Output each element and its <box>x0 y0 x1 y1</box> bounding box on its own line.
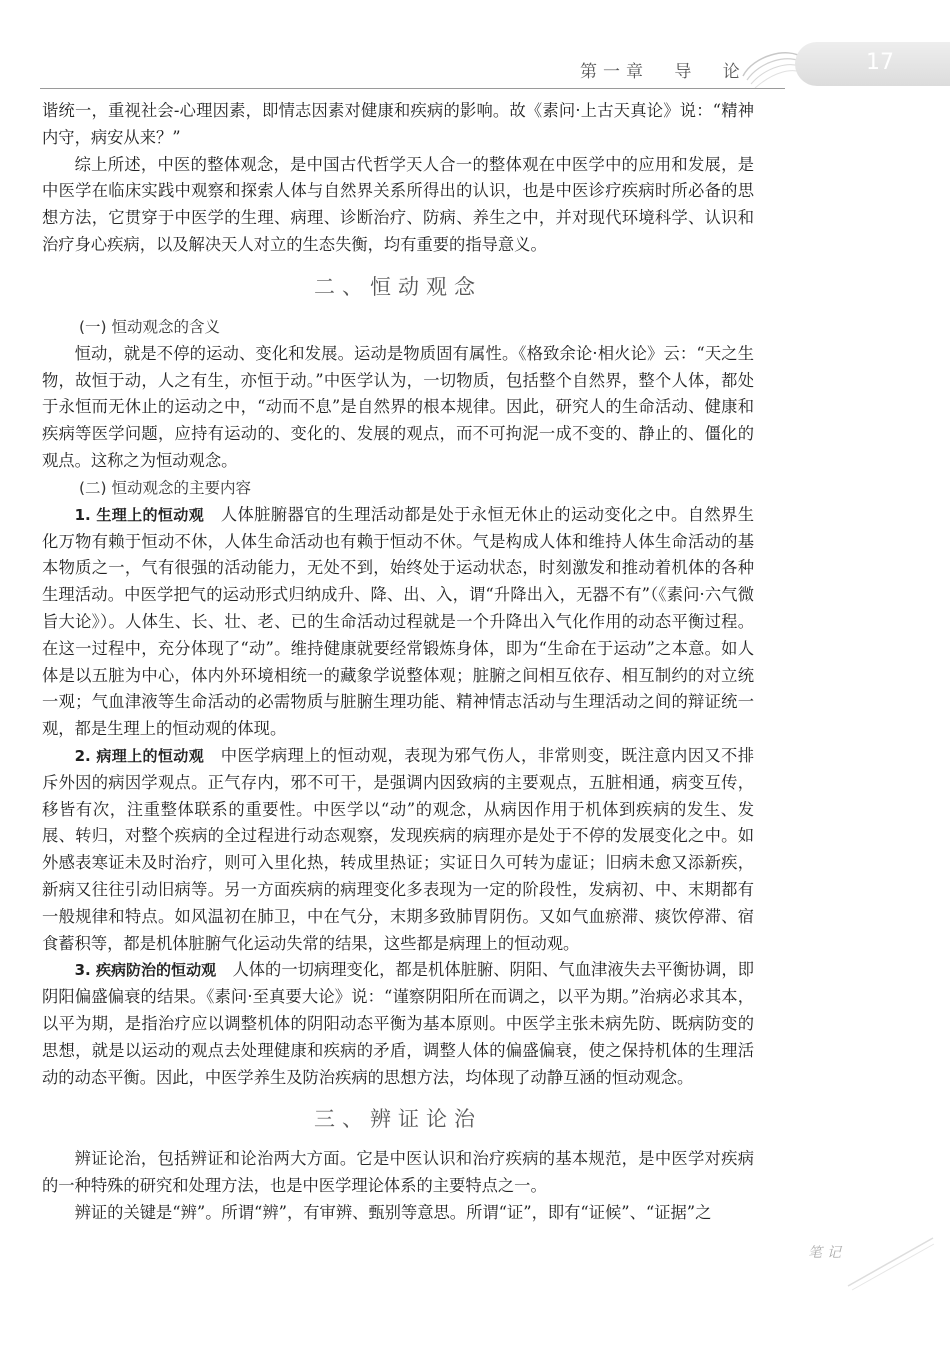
paragraph: 综上所述，中医的整体观念，是中国古代哲学天人合一的整体观在中医学中的应用和发展，是中医学在临床实践中观察和探索人体与自然界关系所得出的认识，也是中医诊疗疾病时所必备的思想方法，它贯穿于中医学的生理、病理、诊断治疗、防病、养生之中，并对现代环境科学、认识和治疗身心疾病，以及解决天人对立的生态失衡，均有重要的指导意义。 <box>42 154 754 254</box>
item-lead: 3. 疾病防治的恒动观 <box>74 961 217 980</box>
chapter-title: 第一章 导 论 <box>580 62 746 82</box>
pen-stroke-icon <box>808 1236 938 1296</box>
subsection-heading: (二) 恒动观念的主要内容 <box>79 478 252 497</box>
header-divider <box>40 88 785 89</box>
notes-margin <box>808 1236 938 1296</box>
list-item <box>42 502 754 743</box>
item-text: 人体脏腑器官的生理活动都是处于永恒无休止的运动变化之中。自然界生化万物有赖于恒动不休，人体生命活动也有赖于恒动不休。气是构成人体和维持人体生命活动的基本物质之一，气有很强的活动能力，无处不到，始终处于运动状态，时刻激发和推动着机体的各种生理活动。中医学把气的运动形式归纳成升、降、出、入，谓“升降出入，无器不有”（《素问·六气微旨大论》）。人体生、长、壮、老、已的生命活动过程就是一个升降出入气化作用的动态平衡过程。在这一过程中，充分体现了“动”。维持健康就要经常锻炼身体，即为“生命在于运动”之本意。如人体是以五脏为中心，体内外环境相统一的藏象学说整体观；脏腑之间相互依存、相互制约的对立统一观；气血津液等生命活动的必需物质与脏腑生理功能、精神情志活动与生理活动之间的辩证统一观，都是生理上的恒动观的体现。 <box>42 504 754 739</box>
item-lead: 1. 生理上的恒动观 <box>74 505 205 524</box>
list-item <box>42 957 754 1091</box>
item-text: 人体的一切病理变化，都是机体脏腑、阴阳、气血津液失去平衡协调，即阴阳偏盛偏衰的结果。《素问·至真要大论》说：“谨察阴阳所在而调之，以平为期。”治病必求其本，以平为期，是指治疗应以调整机体的阴阳动态平衡为基本原则。中医学主张未病先防、既病防变的思想，就是以运动的观点去处理健康和疾病的矛盾，调整人体的偏盛偏衰，使之保持机体的生理活动的动态平衡。因此，中医学养生及防治疾病的思想方法，均体现了动静互涵的恒动观念。 <box>42 960 754 1087</box>
paragraph: 谐统一，重视社会-心理因素，即情志因素对健康和疾病的影响。故《素问·上古天真论》说：“精神内守，病安从来？” <box>42 101 754 147</box>
section-heading: 三、辨证论治 <box>314 1107 482 1132</box>
subsection-heading: (一) 恒动观念的含义 <box>79 317 221 336</box>
paragraph: 辨证的关键是“辨”。所谓“辨”，有审辨、甄别等意思。所谓“证”，即有“证候”、“证据”之 <box>74 1202 712 1222</box>
page-number: 17 <box>866 50 894 75</box>
section-heading: 二、恒动观念 <box>314 274 482 299</box>
paragraph: 辨证论治，包括辨证和论治两大方面。它是中医认识和治疗疾病的基本规范，是中医学对疾病的一种特殊的研究和处理方法，也是中医学理论体系的主要特点之一。 <box>42 1149 754 1196</box>
item-text: 中医学病理上的恒动观，表现为邪气伤人，非常则变，既注意内因又不排斥外因的病因学观点。正气存内，邪不可干，是强调内因致病的主要观点，五脏相通，病变互传，移皆有次，注重整体联系的重要性。中医学以“动”的观念，从病因作用于机体到疾病的发生、发展、转归，对整个疾病的全过程进行动态观察，发现疾病的病理亦是处于不停的发展变化之中。如外感表寒证未及时治疗，则可入里化热，转成里热证；实证日久可转为虚证；旧病未愈又添新疾，新病又往往引动旧病等。另一方面疾病的病理变化多表现为一定的阶段性，发病初、中、末期都有一般规律和特点。如风温初在肺卫，中在气分，末期多致肺胃阴伤。又如气血瘀滞、痰饮停滞、宿食蓄积等，都是机体脏腑气化运动失常的结果，这些都是病理上的恒动观。 <box>42 745 754 953</box>
paragraph: 恒动，就是不停的运动、变化和发展。运动是物质固有属性。《格致余论·相火论》云：“天之生物，故恒于动，人之有生，亦恒于动。”中医学认为，一切物质，包括整个自然界，整个人体，都处于永恒而无休止的运动之中，“动而不息”是自然界的根本规律。因此，研究人的生命活动、健康和疾病等医学问题，应持有运动的、变化的、发展的观点，而不可拘泥一成不变的、静止的、僵化的观点。这称之为恒动观念。 <box>42 343 754 470</box>
page-body <box>42 98 754 1227</box>
list-item <box>42 743 754 957</box>
item-lead: 2. 病理上的恒动观 <box>74 746 205 765</box>
notes-label: 笔记 <box>808 1245 846 1261</box>
